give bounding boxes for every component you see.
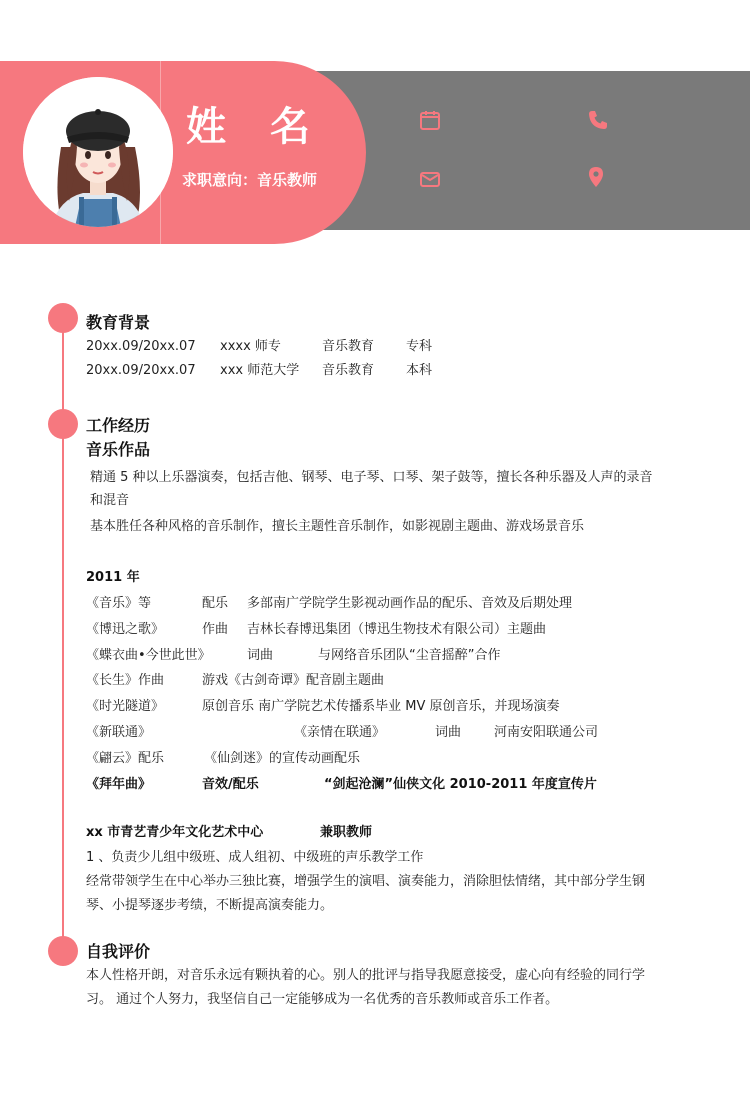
work-item-3-desc: 与网络音乐团队“尘音摇醉”合作: [318, 648, 501, 663]
work-item-1-desc: 多部南广学院学生影视动画作品的配乐、音效及后期处理: [247, 596, 573, 611]
edu-row-1-date: 20xx.09/20xx.07: [86, 339, 196, 354]
work-item-2-title: 《博迅之歌》: [86, 622, 165, 637]
work-item-6-desc: 河南安阳联通公司: [494, 725, 599, 740]
section-title-self: 自我评价: [86, 942, 151, 961]
work-item-6-role: 词曲: [435, 725, 462, 740]
work-item-3-title: 《蝶衣曲•今世此世》: [86, 648, 211, 663]
timeline-dot-education: [48, 303, 78, 333]
work-item-7-desc: 《仙剑迷》的宣传动画配乐: [204, 751, 361, 766]
work-duty-line-1: 1 、负责少儿组中级班、成人组初、中级班的声乐教学工作: [86, 850, 424, 865]
edu-row-1-major: 音乐教育: [322, 339, 375, 354]
work-intro-line-2: 和混音: [90, 493, 130, 508]
work-item-8-title: 《拜年曲》: [86, 777, 152, 792]
work-role: 兼职教师: [320, 825, 373, 840]
timeline-dot-self: [48, 936, 78, 966]
work-item-7-title: 《翩云》配乐: [86, 751, 165, 766]
edu-row-2-degree: 本科: [406, 363, 433, 378]
avatar: [23, 77, 173, 227]
phone-icon: [586, 108, 610, 132]
location-icon: [584, 165, 608, 189]
edu-row-1-school: xxxx 师专: [220, 339, 281, 354]
work-item-8-desc: “剑起沧澜”仙侠文化 2010-2011 年度宣传片: [324, 777, 597, 792]
work-intro-line-1: 精通 5 种以上乐器演奏，包括吉他、钢琴、电子琴、口琴、架子鼓等，擅长各种乐器及人声的录音: [90, 470, 653, 485]
work-item-6-sub: 《亲情在联通》: [294, 725, 386, 740]
edu-row-2-major: 音乐教育: [322, 363, 375, 378]
timeline-dot-work: [48, 409, 78, 439]
work-item-5-title: 《时光隧道》: [86, 699, 165, 714]
work-item-2-desc: 吉林长春博迅集团（博迅生物技术有限公司）主题曲: [247, 622, 547, 637]
section-title-work: 工作经历: [86, 416, 151, 435]
job-intent: 求职意向：音乐教师: [182, 171, 318, 189]
work-subtitle: 音乐作品: [86, 440, 151, 459]
work-year: 2011 年: [86, 570, 140, 585]
work-duty-line-3: 琴、小提琴逐步考绩，不断提高演奏能力。: [86, 898, 334, 913]
calendar-icon: [418, 108, 442, 132]
self-line-1: 本人性格开朗，对音乐永远有颗执着的心。别人的批评与指导我愿意接受，虚心向有经验的同行学: [86, 968, 646, 983]
candidate-name: 姓名: [186, 104, 354, 150]
work-item-4-title: 《长生》作曲: [86, 673, 165, 688]
work-org: xx 市青艺青少年文化艺术中心: [86, 825, 264, 840]
work-item-3-role: 词曲: [247, 648, 274, 663]
edu-row-1-degree: 专科: [406, 339, 433, 354]
work-item-1-role: 配乐: [202, 596, 229, 611]
work-duty-line-2: 经常带领学生在中心举办三独比赛，增强学生的演唱、演奏能力，消除胆怯情绪，其中部分学生钢: [86, 874, 646, 889]
work-item-6-title: 《新联通》: [86, 725, 152, 740]
self-line-2: 习。 通过个人努力，我坚信自己一定能够成为一名优秀的音乐教师或音乐工作者。: [86, 992, 559, 1007]
work-item-4-desc: 游戏《古剑奇谭》配音剧主题曲: [202, 673, 385, 688]
work-item-8-role: 音效/配乐: [202, 777, 259, 792]
work-item-5-desc: 原创音乐 南广学院艺术传播系毕业 MV 原创音乐，并现场演奏: [202, 699, 560, 714]
mail-icon: [418, 167, 442, 191]
work-item-1-title: 《音乐》等: [86, 596, 152, 611]
work-intro-line-3: 基本胜任各种风格的音乐制作，擅长主题性音乐制作，如影视剧主题曲、游戏场景音乐: [90, 519, 585, 534]
section-title-education: 教育背景: [86, 313, 151, 332]
work-item-2-role: 作曲: [202, 622, 229, 637]
edu-row-2-school: xxx 师范大学: [220, 363, 300, 378]
edu-row-2-date: 20xx.09/20xx.07: [86, 363, 196, 378]
